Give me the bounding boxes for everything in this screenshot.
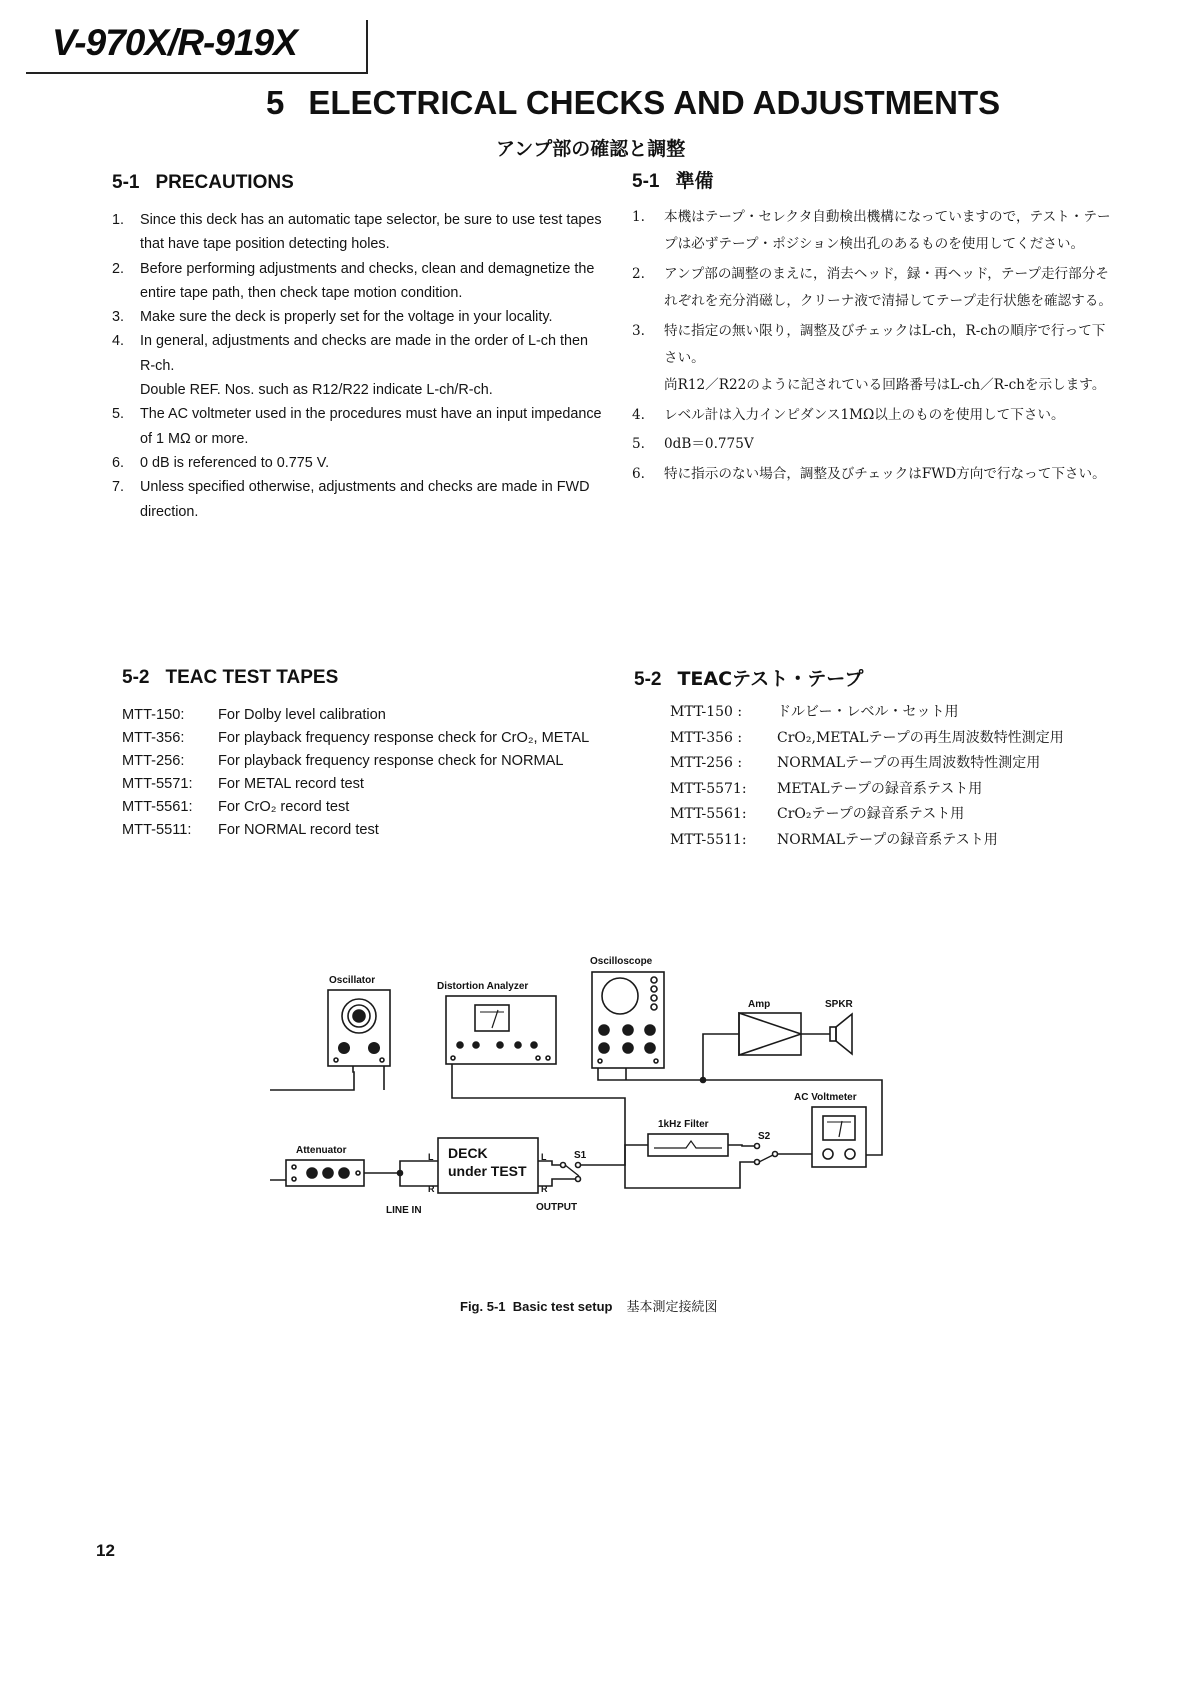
oscillator-label: Oscillator	[329, 975, 376, 986]
chapter-title	[266, 84, 1001, 122]
output-label: OUTPUT	[536, 1202, 578, 1213]
tape-description: CrO₂テープの録音系テスト用	[777, 806, 965, 823]
list-item	[112, 402, 602, 451]
section1-title: PRECAUTIONS	[155, 172, 294, 193]
oscilloscope-label: Oscilloscope	[590, 956, 653, 967]
chapter-title-text: ELECTRICAL CHECKS AND ADJUSTMENTS	[308, 84, 1001, 121]
item-text: 0 dB is referenced to 0.775 V.	[140, 454, 330, 471]
precautions-list-jp	[632, 204, 1112, 490]
tape-row	[670, 777, 1130, 803]
tape-row	[122, 704, 612, 727]
item-text: The AC voltmeter used in the procedures must have an input impedance of 1 MΩ or more.	[140, 406, 602, 447]
section1-heading-jp	[632, 166, 713, 193]
figure-label: Fig. 5-1	[460, 1299, 506, 1314]
filter	[648, 1119, 728, 1156]
item-text: 本機はテープ・セレクタ自動検出機構になっていますので，テスト・テープは必ずテープ・ポジション検出孔のあるものを使用してください。	[664, 209, 1111, 253]
list-item	[632, 431, 1112, 458]
tape-code: MTT-5571:	[670, 780, 747, 797]
speaker-label: SPKR	[825, 999, 853, 1010]
tape-code: MTT-5511:	[122, 822, 192, 838]
distortion-analyzer	[437, 981, 556, 1064]
item-number: 2.	[112, 260, 125, 277]
item-text: Since this deck has an automatic tape selector, be sure to use test tapes that have tape position detecting holes.	[140, 212, 602, 253]
tape-code: MTT-356 :	[670, 729, 743, 746]
tape-code: MTT-150:	[122, 707, 185, 723]
tape-description: ドルビー・レベル・セット用	[777, 704, 959, 720]
tape-row	[670, 802, 1130, 828]
list-item	[632, 402, 1112, 429]
header-rule-vertical	[366, 20, 368, 74]
item-text	[664, 318, 1112, 400]
deck-under-test	[386, 1138, 577, 1216]
item-text: 0dB＝0.775V	[664, 436, 754, 453]
section2-heading	[122, 667, 338, 689]
knob-icon	[338, 1042, 350, 1054]
switch-icon	[561, 1163, 566, 1168]
amp-box	[739, 1013, 801, 1055]
item-number: 2.	[632, 265, 645, 282]
speaker-icon	[830, 1027, 836, 1041]
tape-list-jp	[670, 700, 1130, 854]
list-item	[112, 475, 602, 524]
switch-s2	[755, 1131, 778, 1165]
filter-label: 1kHz Filter	[658, 1119, 709, 1130]
oscillator-box	[328, 990, 390, 1066]
tape-description: CrO₂,METALテープの再生周波数特性測定用	[777, 729, 1064, 746]
item-number: 3.	[112, 309, 125, 326]
section1-heading	[112, 172, 294, 194]
section2-number-jp: 5-2	[634, 669, 662, 690]
input-l-label: L	[428, 1152, 434, 1162]
item-text	[140, 329, 602, 402]
list-item	[112, 451, 602, 475]
item-number: 5.	[632, 436, 645, 453]
page-number: 12	[96, 1541, 115, 1560]
distortion-analyzer-box	[446, 996, 556, 1064]
amp	[739, 999, 801, 1055]
section1-title-jp: 準備	[675, 170, 714, 192]
ac-voltmeter	[794, 1092, 866, 1167]
tape-description: For CrO₂ record test	[218, 799, 350, 815]
list-item	[112, 208, 602, 257]
tape-row	[670, 726, 1130, 752]
switch-icon	[755, 1144, 760, 1149]
knob-icon	[368, 1042, 380, 1054]
item-text-extra: Double REF. Nos. such as R12/R22 indicate L-ch/R-ch.	[140, 382, 493, 399]
deck-label-line2: under TEST	[448, 1163, 527, 1179]
output-r-label: R	[541, 1184, 548, 1194]
list-item	[632, 261, 1112, 316]
oscillator	[328, 975, 390, 1066]
tape-row	[670, 828, 1130, 854]
section2-title: TEAC TEST TAPES	[165, 667, 339, 688]
list-item	[112, 329, 602, 402]
tape-code: MTT-256:	[122, 753, 185, 769]
tape-list	[122, 704, 612, 842]
item-number: 4.	[112, 333, 125, 350]
item-text: アンプ部の調整のまえに，消去ヘッド，録・再ヘッド，テープ走行部分それぞれを充分消磁し，クリーナ液で清掃してテープ走行状態を確認する。	[664, 265, 1112, 310]
output-l-label: L	[541, 1152, 547, 1162]
distortion-analyzer-label: Distortion Analyzer	[437, 981, 529, 992]
item-text: Before performing adjustments and checks, clean and demagnetize the entire tape path, then check tape motion condition.	[140, 260, 595, 301]
tape-row	[122, 727, 612, 750]
tape-code: MTT-5561:	[670, 806, 747, 823]
line-in-label: LINE IN	[386, 1205, 422, 1216]
tape-code: MTT-150 :	[670, 704, 743, 720]
deck-label-line1: DECK	[448, 1145, 488, 1161]
tape-code: MTT-356:	[122, 730, 185, 746]
tape-row	[670, 751, 1130, 777]
section1-number-jp: 5-1	[632, 171, 660, 192]
tape-description: For Dolby level calibration	[218, 707, 386, 723]
item-number: 6.	[632, 465, 645, 482]
amplifier-icon	[739, 1013, 801, 1055]
item-number: 7.	[112, 479, 125, 496]
item-text-main: In general, adjustments and checks are made in the order of L-ch then R-ch.	[140, 333, 588, 374]
speaker	[825, 999, 854, 1054]
tape-description: For NORMAL record test	[218, 822, 379, 838]
figure-caption	[460, 1296, 717, 1315]
tape-code: MTT-5561:	[122, 799, 193, 815]
tape-description: For METAL record test	[218, 776, 364, 792]
item-number: 3.	[632, 322, 645, 339]
item-number: 5.	[112, 406, 125, 423]
item-number: 4.	[632, 406, 645, 423]
tape-description: NORMALテープの録音系テスト用	[777, 831, 998, 848]
tape-code: MTT-256 :	[670, 755, 743, 772]
precautions-list	[112, 208, 602, 524]
tape-code: MTT-5511:	[670, 831, 747, 848]
item-text-extra: 尚R12／R22のように記されている回路番号はL-ch／R-chを示します。	[664, 377, 1106, 394]
tape-description: METALテープの録音系テスト用	[777, 780, 983, 797]
oscilloscope	[590, 956, 664, 1068]
item-text: 特に指示のない場合，調整及びチェックはFWD方向で行なって下さい。	[664, 465, 1106, 482]
section1-number: 5-1	[112, 172, 140, 193]
tape-row	[670, 700, 1130, 726]
list-item	[112, 305, 602, 329]
tape-row	[122, 796, 612, 819]
input-r-label: R	[428, 1184, 435, 1194]
figure-caption-jp: 基本測定接続図	[626, 1300, 718, 1315]
ac-voltmeter-label: AC Voltmeter	[794, 1092, 857, 1103]
section2-heading-jp	[634, 664, 863, 691]
figure-caption-text: Basic test setup	[512, 1299, 613, 1314]
item-text-main: 特に指定の無い限り，調整及びチェックはL-ch，R-chの順序で行って下さい。	[664, 322, 1106, 367]
header-rule	[26, 72, 368, 74]
model-header: V-970X/R-919X	[52, 22, 297, 63]
list-item	[112, 257, 602, 306]
screen-icon	[602, 978, 638, 1014]
item-number: 1.	[632, 209, 645, 225]
chapter-title-jp: アンプ部の確認と調整	[496, 138, 686, 160]
s1-label: S1	[574, 1150, 587, 1161]
amp-label: Amp	[748, 999, 771, 1010]
item-text: Make sure the deck is properly set for the voltage in your locality.	[140, 309, 553, 326]
item-number: 6.	[112, 454, 125, 471]
tape-description: NORMALテープの再生周波数特性測定用	[777, 755, 1041, 772]
chapter-number: 5	[266, 84, 285, 121]
list-item	[632, 318, 1112, 400]
attenuator	[286, 1145, 364, 1186]
attenuator-label: Attenuator	[296, 1145, 347, 1156]
tape-row	[122, 819, 612, 842]
tape-description: For playback frequency response check for CrO₂, METAL	[218, 730, 590, 746]
tape-row	[122, 773, 612, 796]
section2-title-jp: TEACテスト・テープ	[677, 668, 864, 690]
tape-description: For playback frequency response check for NORMAL	[218, 753, 564, 769]
list-item	[632, 461, 1112, 488]
item-number: 1.	[112, 212, 125, 228]
item-text: Unless specified otherwise, adjustments and checks are made in FWD direction.	[140, 479, 590, 520]
tape-code: MTT-5571:	[122, 776, 193, 792]
item-text: レベル計は入力インピダンス1MΩ以上のものを使用して下さい。	[664, 406, 1065, 423]
tape-row	[122, 750, 612, 773]
test-setup-diagram	[270, 950, 970, 1262]
section2-number: 5-2	[122, 667, 150, 688]
s2-label: S2	[758, 1131, 771, 1142]
list-item	[632, 204, 1112, 259]
